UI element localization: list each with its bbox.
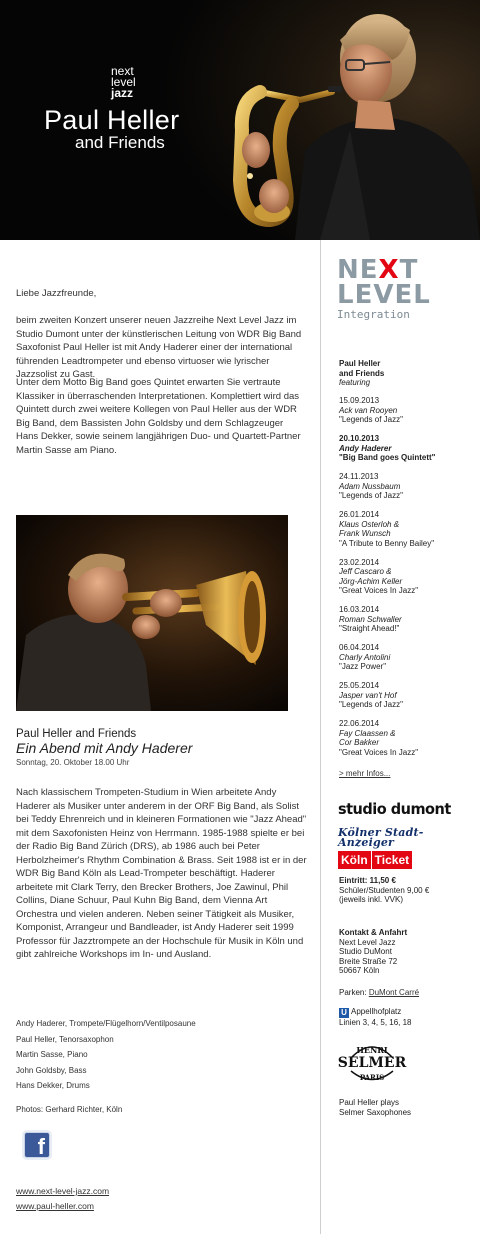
event-motto: "Straight Ahead!" bbox=[339, 624, 400, 633]
logo-row-level: LEVEL bbox=[337, 280, 431, 310]
next-level-jazz-brand bbox=[111, 66, 136, 99]
selmer-line: Selmer Saxophones bbox=[339, 1107, 412, 1117]
event-date: 22.06.2014 bbox=[339, 719, 380, 728]
selmer-caption bbox=[339, 1098, 411, 1117]
column-divider bbox=[320, 240, 321, 1234]
next-level-integration-logo bbox=[337, 255, 431, 321]
contact-line: Breite Straße 72 bbox=[339, 956, 398, 966]
event-item bbox=[339, 510, 477, 548]
lineup-item: Paul Heller, Tenorsaxophon bbox=[16, 1034, 114, 1044]
ubahn-icon: U bbox=[339, 1008, 349, 1018]
next-level-jazz-link[interactable]: www.next-level-jazz.com bbox=[16, 1186, 110, 1196]
entry-line: Schüler/Studenten 9,00 € bbox=[339, 885, 430, 895]
event-motto: "Great Voices In Jazz" bbox=[339, 747, 419, 757]
lineup-list bbox=[16, 1016, 308, 1094]
selmer-line: Paul Heller plays bbox=[339, 1098, 400, 1107]
event-item bbox=[339, 605, 477, 634]
event-artist: Jörg-Achim Keller bbox=[339, 576, 403, 586]
event-motto: "Big Band goes Quintett" bbox=[339, 453, 436, 462]
event-date: 25.05.2014 bbox=[339, 681, 380, 690]
event-artist: Jasper van't Hof bbox=[339, 690, 397, 700]
svg-text:HENRI: HENRI bbox=[356, 1045, 388, 1055]
entry-price bbox=[339, 876, 477, 905]
biography-paragraph: Nach klassischem Trompeten-Studium in Wien arbeitete Andy Haderer als Musiker unter anderem in der ORF Big Band, als Solist bei Teddy Ehrenreich und in kleineren Formationen wie "Jazz Ahead" mit dem Saxofonisten Heinz von Herrmann. 1985-1988 spielte er bei der Radio Big Band Zürich (DRS), ab 1986 auch bei Peter Herbolzheimer's Rhythm Combination & Brass. Seit 1988 ist er in der WDR Big Band Köln als Lead-Trompeter beschäftigt. Haderer arbeitete mit Clark Terry, den Brecker Brothers, Joe Zawinul, Phil Collins, Diane Schuur, Paul Kuhn Big Band, dem Vienna Art Orchestra und vielen anderen. Neben seiner Tätigkeit als Musiker, Komponist, Arrangeur und Bandleader, ist Andy Haderer seit 1999 Professor für Jazztrompete an der Hochschule für Musik in Köln und gibt zahlreiche Workshops im In- und Ausland. bbox=[16, 787, 307, 960]
event-title: Paul Heller and Friends bbox=[16, 728, 137, 740]
lineup-item: Andy Haderer, Trompete/Flügelhorn/Ventilposaune bbox=[16, 1019, 196, 1028]
trumpeter-photo bbox=[16, 515, 288, 711]
event-motto: "A Tribute to Benny Bailey" bbox=[339, 538, 435, 548]
event-item bbox=[339, 719, 477, 757]
series-title2: and Friends bbox=[339, 368, 385, 378]
event-artist: Charly Antolini bbox=[339, 652, 391, 662]
ubahn-info bbox=[339, 1007, 412, 1028]
entry-line: (jeweils inkl. VVK) bbox=[339, 895, 404, 904]
event-motto: "Jazz Power" bbox=[339, 662, 387, 671]
koelner-stadt-anzeiger-logo: Kölner Stadt-Anzeiger bbox=[338, 826, 424, 849]
brand-line1: next bbox=[111, 64, 134, 78]
event-item bbox=[339, 643, 477, 672]
event-artist: Cor Bakker bbox=[339, 738, 380, 747]
lineup-item: John Goldsby, Bass bbox=[16, 1065, 87, 1075]
event-item bbox=[339, 396, 477, 425]
event-date: Sonntag, 20. Oktober 18.00 Uhr bbox=[16, 758, 130, 767]
entry-title: Eintritt: 11,50 € bbox=[339, 876, 396, 885]
event-date: 20.10.2013 bbox=[339, 434, 380, 443]
parking-link[interactable]: DuMont Carré bbox=[368, 988, 420, 997]
event-item bbox=[339, 472, 477, 501]
event-date: 23.02.2014 bbox=[339, 557, 380, 567]
header-banner bbox=[0, 0, 480, 240]
series-title1: Paul Heller bbox=[339, 359, 381, 368]
parking-info bbox=[339, 988, 419, 998]
more-info-link[interactable]: > mehr Infos... bbox=[339, 769, 391, 778]
banner-subtitle: and Friends bbox=[75, 133, 165, 152]
ubahn-lines: Linien 3, 4, 5, 16, 18 bbox=[339, 1018, 412, 1027]
event-artist: Andy Haderer bbox=[339, 443, 392, 453]
event-artist: Frank Wunsch bbox=[339, 529, 391, 538]
studio-dumont-logo: studio dumont bbox=[338, 801, 451, 819]
event-item bbox=[339, 434, 477, 463]
contact-block bbox=[339, 928, 477, 976]
intro-paragraph: beim zweiten Konzert unserer neuen Jazzreihe Next Level Jazz im Studio Dumont unter der künstlerischen Leitung von WDR Big Band Saxofonist Paul Heller ist mit Andy Haderer einer der international führenden Leadtrompeter und ebenso virtuoser wie lyrischer Jazzsolist zu Gast. bbox=[16, 315, 302, 380]
lineup-item: Martin Sasse, Piano bbox=[16, 1050, 88, 1059]
event-item bbox=[339, 681, 477, 710]
event-date: 15.09.2013 bbox=[339, 396, 380, 405]
event-motto: "Great Voices In Jazz" bbox=[339, 586, 419, 595]
event-artist: Ack van Rooyen bbox=[339, 405, 398, 415]
saxophonist-photo bbox=[200, 0, 480, 240]
ubahn-station: Appellhofplatz bbox=[351, 1007, 402, 1016]
lineup-item: Hans Dekker, Drums bbox=[16, 1081, 90, 1090]
brand-line2: level bbox=[111, 75, 136, 89]
svg-text:SELMER: SELMER bbox=[337, 1055, 407, 1071]
event-subtitle: Ein Abend mit Andy Haderer bbox=[16, 740, 193, 756]
event-list bbox=[339, 396, 477, 767]
event-motto: "Legends of Jazz" bbox=[339, 700, 403, 709]
event-date: 26.01.2014 bbox=[339, 510, 380, 519]
selmer-logo bbox=[337, 1038, 407, 1086]
photo-credit: Photos: Gerhard Richter, Köln bbox=[16, 1105, 123, 1114]
event-date: 06.04.2014 bbox=[339, 643, 380, 652]
event-artist: Adam Nussbaum bbox=[339, 481, 401, 491]
event-date: 24.11.2013 bbox=[339, 472, 379, 481]
logo-row-integration: Integration bbox=[337, 308, 410, 321]
event-motto: "Legends of Jazz" bbox=[339, 491, 403, 500]
logo-row-next: NEXT bbox=[337, 255, 419, 285]
event-artist: Jeff Cascaro & bbox=[339, 567, 392, 576]
brand-line3: jazz bbox=[111, 86, 134, 100]
event-artist: Roman Schwaller bbox=[339, 614, 402, 624]
contact-line: Studio DuMont bbox=[339, 947, 392, 956]
event-artist: Klaus Osterloh & bbox=[339, 519, 400, 529]
greeting: Liebe Jazzfreunde, bbox=[16, 288, 97, 299]
website-links bbox=[16, 1184, 109, 1214]
paul-heller-link[interactable]: www.paul-heller.com bbox=[16, 1201, 94, 1211]
contact-title: Kontakt & Anfahrt bbox=[339, 928, 408, 937]
event-motto: "Legends of Jazz" bbox=[339, 415, 403, 424]
event-item bbox=[339, 558, 477, 596]
series-heading bbox=[339, 359, 384, 388]
motto-paragraph: Unter dem Motto Big Band goes Quintet erwarten Sie vertraute Klassiker in überraschenden Interpretationen. Komplettiert wird das Quintett durch zwei weitere Kollegen von Paul Heller aus der WDR Big Band, dem Bassisten John Goldsby und dem Schlagzeuger Hans Dekker, sowie seinem langjährigen Duo- und Quartett-Partner Martin Sasse am Piano. bbox=[16, 377, 301, 456]
contact-line: Next Level Jazz bbox=[339, 937, 396, 947]
svg-text:PARIS: PARIS bbox=[359, 1073, 385, 1082]
series-featuring: featuring bbox=[339, 378, 371, 387]
event-date: 16.03.2014 bbox=[339, 605, 380, 614]
event-artist: Fay Claassen & bbox=[339, 728, 396, 738]
contact-line: 50667 Köln bbox=[339, 966, 380, 975]
banner-title: Paul Heller bbox=[44, 105, 180, 135]
facebook-icon[interactable]: f bbox=[24, 1132, 50, 1158]
parking-label: Parken: bbox=[339, 988, 367, 997]
koeln-ticket-logo: Köln Ticket bbox=[338, 851, 412, 869]
